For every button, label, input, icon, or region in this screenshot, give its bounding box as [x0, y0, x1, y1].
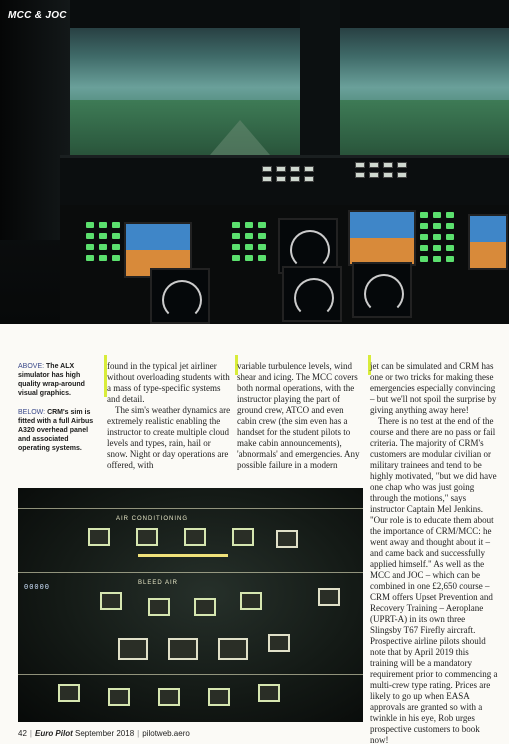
- ecam-lower: [282, 266, 342, 322]
- overhead-button: [232, 528, 254, 546]
- mcdu-keys-left: [86, 222, 120, 261]
- overhead-button: [148, 598, 170, 616]
- overhead-button: [318, 588, 340, 606]
- overhead-button: [218, 638, 248, 660]
- paragraph: variable turbulence levels, wind shear and icing. The MCC covers both normal operations, with the instructor playing the part of ground crew, ATCO and even cabin crew (the sim even has a handset for the student pilots to make cabin announcements), 'abnormals' and emergencies. Any possible failure in a modern: [237, 361, 360, 470]
- cockpit-frame: [0, 0, 509, 28]
- section-tag: MCC & JOC: [8, 10, 67, 21]
- photo-sky: [0, 20, 509, 110]
- fcu-lamps-right: [355, 162, 407, 178]
- paragraph: There is no test at the end of the course and there are no pass or fail criteria. The majority of CRM's customers are modular civilian or military trainees and tend to be highly motivated, "but we did have one chap who was just going through the motions," says instructor Captain Mel Jenkins. "Our role is to educate them about the importance of CRM/MCC: he went away and thought about it – and came back and successfully applied himself." As well as the MCC and JOC – which can be combined in one £2,650 course – CRM offers Upset Prevention and Recovery Training – Aeroplane (UPRT-A) in its own three Slingsby T67 Firefly aircraft. Prospective airline pilots should note that by April 2019 this training will be a mandatory requirement prior to commencing a multi-crew type rating. Prices are likely to go up when EASA approvals are granted so with a twinkle in his eye, Rob urges prospective customers to book now!: [370, 416, 498, 744]
- overhead-button: [268, 634, 290, 652]
- overhead-button: [100, 592, 122, 610]
- caption-below: [18, 408, 100, 453]
- article-column-1: [107, 361, 231, 471]
- overhead-button: [276, 530, 298, 548]
- page-number: 42: [18, 729, 27, 738]
- panel-seam: [18, 674, 363, 675]
- overhead-button: [184, 528, 206, 546]
- ecam-keys: [232, 222, 266, 261]
- overhead-button: [240, 592, 262, 610]
- caption-label: ABOVE:: [18, 363, 45, 370]
- page-footer: 42 | Euro Pilot September 2018 | pilotweb.aero: [18, 729, 190, 738]
- magazine-brand: Euro Pilot: [34, 729, 73, 738]
- overhead-button: [258, 684, 280, 702]
- caption-above: [18, 362, 100, 398]
- overhead-button: [168, 638, 198, 660]
- overhead-button: [88, 528, 110, 546]
- overhead-button: [108, 688, 130, 706]
- cockpit-photo: [0, 0, 509, 324]
- caption-text: The ALX simulator has high quality wrap-around visual graphics.: [18, 363, 85, 397]
- website: pilotweb.aero: [142, 729, 190, 738]
- panel-subtitle-label: BLEED AIR: [138, 580, 179, 586]
- photo-captions: [18, 362, 100, 463]
- pfd-far-right: [468, 214, 508, 270]
- overhead-button: [208, 688, 230, 706]
- paragraph: jet can be simulated and CRM has one or two tricks for making these emergencies especially convincing – but we'll not spoil the surprise by giving anything away here!: [370, 361, 497, 415]
- overhead-button: [58, 684, 80, 702]
- overhead-button: [118, 638, 148, 660]
- paragraph: found in the typical jet airliner without overloading students with a mass of type-specific systems and detail.: [107, 361, 230, 404]
- panel-title-label: AIR CONDITIONING: [116, 516, 189, 522]
- overhead-button: [194, 598, 216, 616]
- nd-right: [352, 262, 412, 318]
- caption-text: CRM's sim is fitted with a full Airbus A320 overhead panel and associated operating systems.: [18, 409, 94, 452]
- nd-left: [150, 268, 210, 324]
- panel-seam: [18, 508, 363, 509]
- overhead-button: [158, 688, 180, 706]
- fcu-lamps: [262, 166, 314, 182]
- overhead-panel-photo: [18, 488, 363, 722]
- pfd-right: [348, 210, 416, 266]
- caption-label: BELOW:: [18, 409, 46, 416]
- mcdu-keys-right: [420, 212, 454, 262]
- panel-readout: 00000: [24, 584, 51, 592]
- article-column-2: [237, 361, 361, 471]
- panel-seam: [18, 572, 363, 573]
- paragraph: The sim's weather dynamics are extremely realistic enabling the instructor to create multiple cloud levels and types, rain, hail or snow. Night or day operations are offered, with: [107, 405, 231, 470]
- duct-indicator: [138, 554, 228, 557]
- overhead-button: [136, 528, 158, 546]
- issue-date: September 2018: [75, 729, 135, 738]
- article-column-3: [370, 361, 498, 744]
